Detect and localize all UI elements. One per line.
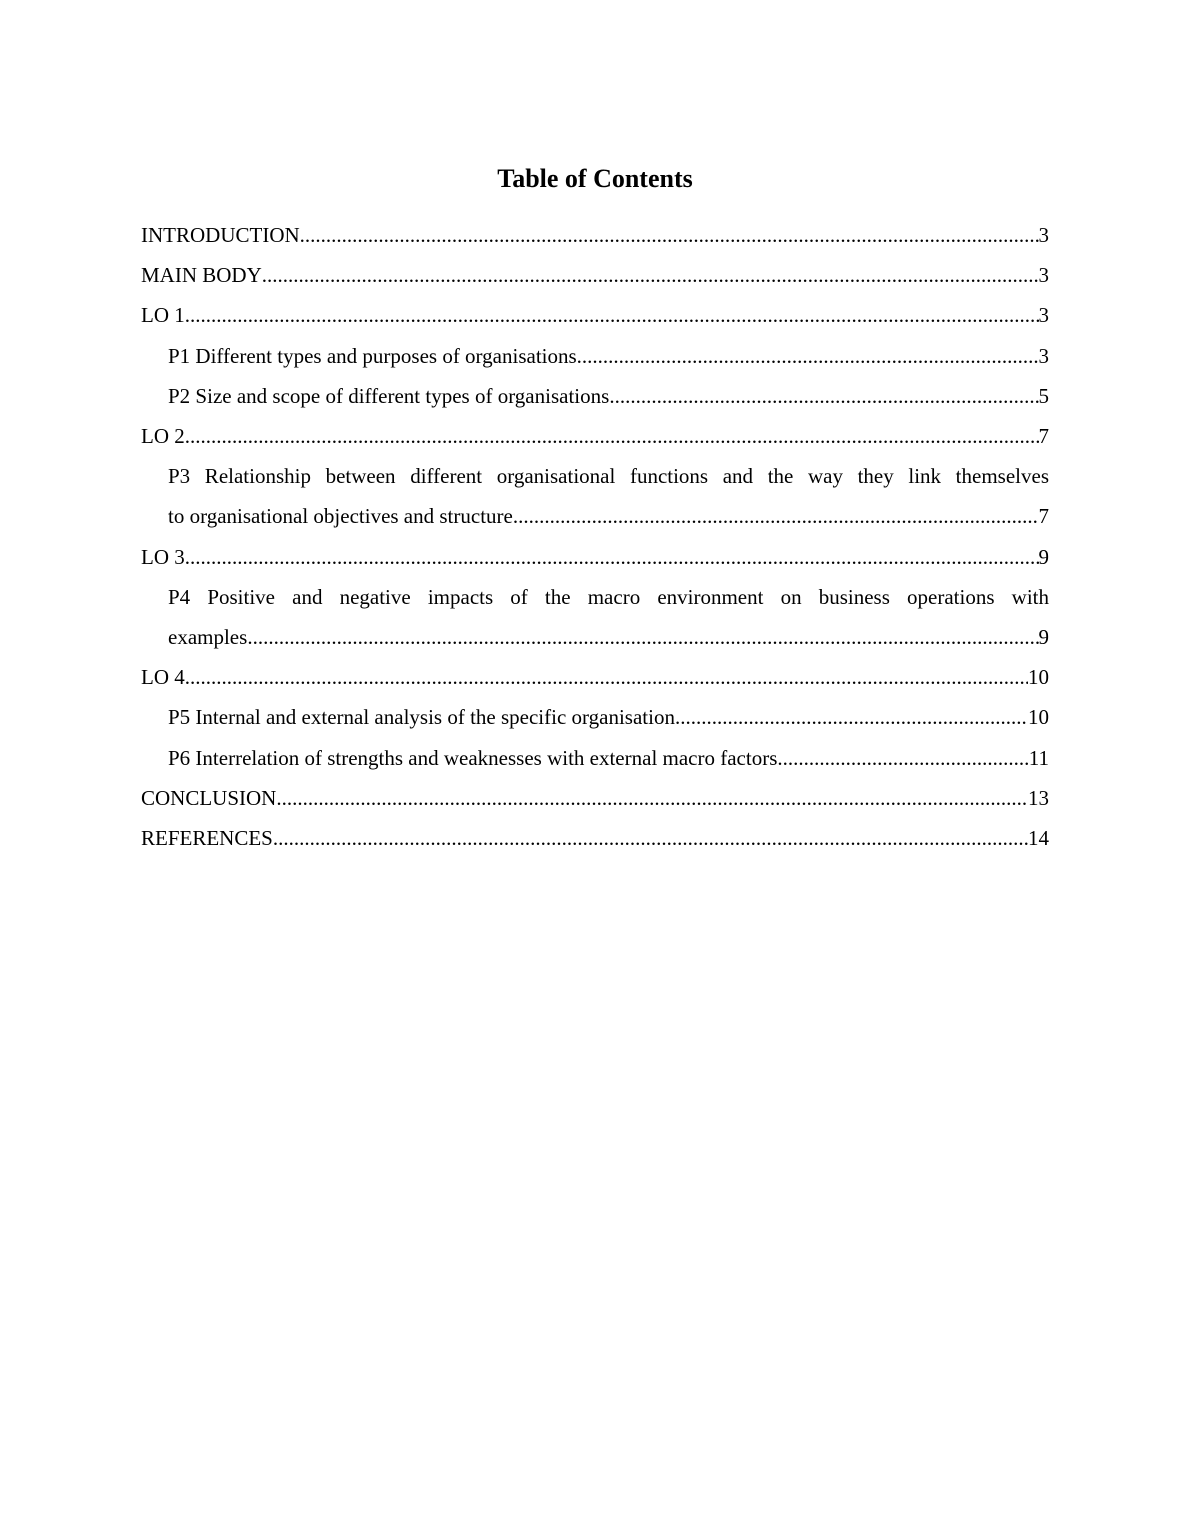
toc-entry-text-line2: examples [168, 625, 248, 650]
toc-page-number: 11 [1028, 745, 1049, 770]
toc-dot-leader [185, 416, 1039, 456]
toc-entry-text-line1: P3 Relationship between different organisational functions and the way they link themselves [168, 464, 1049, 489]
toc-entry-p4[interactable] [141, 577, 1049, 657]
toc-entry-lo4[interactable] [141, 657, 1049, 697]
toc-entry-text: P1 Different types and purposes of organisations [168, 343, 577, 368]
toc-entry-text: P2 Size and scope of different types of organisations [168, 383, 610, 408]
toc-entry-p2[interactable] [141, 376, 1049, 416]
toc-entry-main-body[interactable] [141, 255, 1049, 295]
toc-entry-lo1[interactable] [141, 295, 1049, 335]
toc-dot-leader [273, 818, 1028, 858]
toc-page-number: 3 [1038, 303, 1049, 328]
toc-entry-text-line1: P4 Positive and negative impacts of the macro environment on business operations with [168, 584, 1049, 609]
toc-entry-lo2[interactable] [141, 416, 1049, 456]
toc-page-number: 3 [1038, 263, 1049, 288]
toc-entry-text: REFERENCES [141, 826, 273, 851]
toc-dot-leader [185, 537, 1039, 577]
toc-dot-leader [777, 738, 1028, 778]
toc-page-number: 3 [1038, 223, 1049, 247]
toc-page-number: 9 [1038, 544, 1049, 569]
toc-entry-p1[interactable] [141, 336, 1049, 376]
toc-dot-leader [185, 657, 1028, 697]
toc-dot-leader [513, 496, 1039, 536]
toc-entry-text: LO 4 [141, 665, 185, 690]
toc-entry-text: P6 Interrelation of strengths and weaknesses with external macro factors [168, 745, 778, 770]
toc-dot-leader [300, 215, 1039, 255]
toc-dot-leader [185, 295, 1039, 335]
toc-dot-leader [577, 336, 1039, 376]
toc-entry-text: MAIN BODY [141, 263, 262, 288]
toc-entry-p6[interactable] [141, 738, 1049, 778]
toc-page-number: 10 [1028, 705, 1049, 730]
toc-entry-references[interactable] [141, 818, 1049, 858]
table-of-contents [141, 215, 1049, 858]
toc-entry-text-line2: to organisational objectives and structure [168, 504, 513, 529]
toc-dot-leader [262, 255, 1039, 295]
toc-title: Table of Contents [497, 164, 693, 193]
toc-dot-leader [675, 697, 1028, 737]
toc-page-number: 10 [1028, 665, 1049, 690]
toc-dot-leader [247, 617, 1038, 657]
toc-page-number: 13 [1028, 785, 1049, 810]
toc-entry-text: P5 Internal and external analysis of the specific organisation [168, 705, 675, 730]
toc-entry-conclusion[interactable] [141, 778, 1049, 818]
toc-page-number: 3 [1038, 343, 1049, 368]
toc-entry-text: LO 2 [141, 424, 185, 449]
toc-dot-leader [276, 778, 1028, 818]
toc-page-number: 9 [1038, 625, 1049, 650]
toc-entry-p5[interactable] [141, 697, 1049, 737]
toc-page-number: 14 [1028, 826, 1049, 851]
toc-entry-text: CONCLUSION [141, 785, 277, 810]
toc-entry-introduction[interactable] [141, 215, 1049, 255]
toc-page-number: 7 [1038, 424, 1049, 449]
toc-entry-p3[interactable] [141, 456, 1049, 536]
toc-entry-lo3[interactable] [141, 537, 1049, 577]
toc-page-number: 7 [1038, 504, 1049, 529]
toc-dot-leader [609, 376, 1038, 416]
toc-entry-text: LO 3 [141, 544, 185, 569]
toc-entry-text: INTRODUCTION [141, 223, 300, 247]
toc-entry-text: LO 1 [141, 303, 185, 328]
toc-page-number: 5 [1038, 383, 1049, 408]
